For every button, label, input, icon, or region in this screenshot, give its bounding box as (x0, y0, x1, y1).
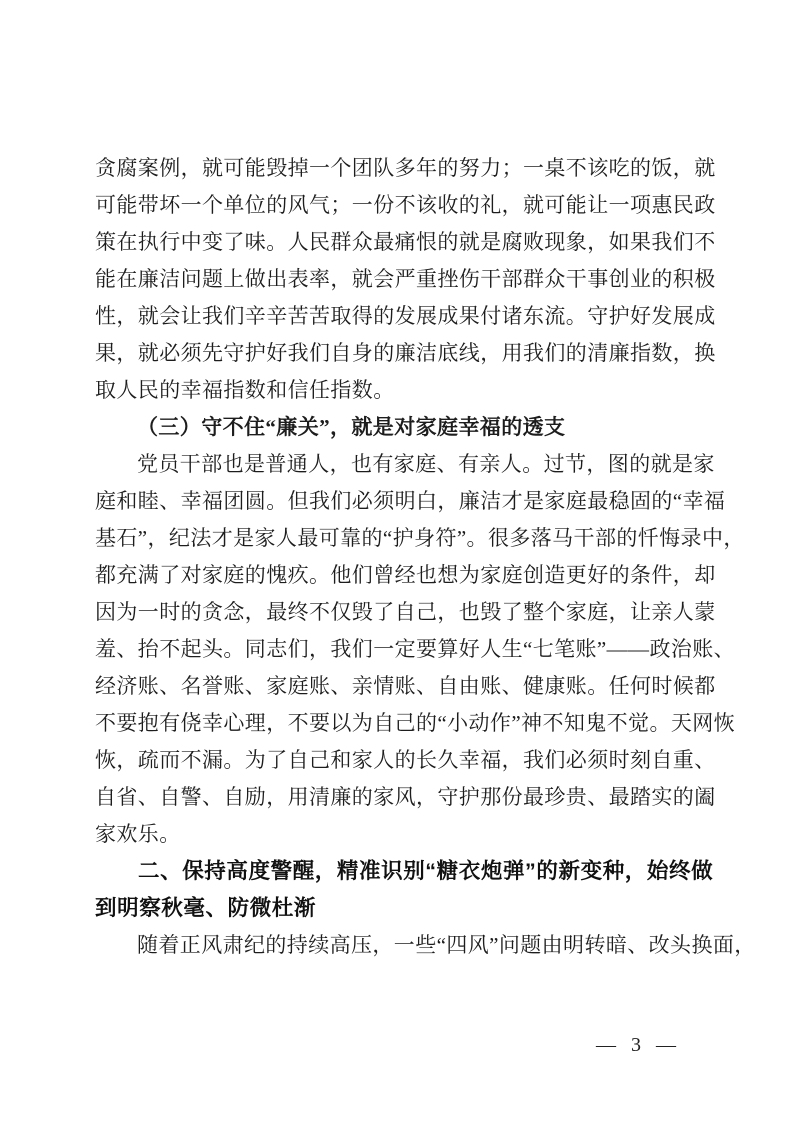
text-line: 基石”，纪法才是家人最可靠的“护身符”。很多落马干部的忏悔录中， (95, 526, 745, 550)
text-line: （三）守不住“廉关”，就是对家庭幸福的透支 (137, 415, 566, 439)
text-line: 庭和睦、幸福团圆。但我们必须明白，廉洁才是家庭最稳固的“幸福 (95, 489, 726, 513)
text-line: 自省、自警、自励，用清廉的家风，守护那份最珍贵、最踏实的阖 (95, 785, 716, 809)
page-number: — 3 — (596, 1034, 678, 1056)
text-line: 因为一时的贪念，最终不仅毁了自己，也毁了整个家庭，让亲人蒙 (95, 600, 716, 624)
text-line: 可能带坏一个单位的风气；一份不该收的礼，就可能让一项惠民政 (95, 193, 716, 217)
document-body (95, 150, 756, 964)
text-line: 到明察秋毫、防微杜渐 (95, 896, 317, 920)
text-line: 经济账、名誉账、家庭账、亲情账、自由账、健康账。任何时候都 (95, 674, 716, 698)
text-line: 不要抱有侥幸心理，不要以为自己的“小动作”神不知鬼不觉。天网恢 (95, 711, 736, 735)
text-line: 二、保持高度警醒，精准识别“糖衣炮弹”的新变种，始终做 (138, 859, 714, 883)
text-line: 家欢乐。 (95, 822, 181, 846)
text-line: 取人民的幸福指数和信任指数。 (95, 378, 395, 402)
text-line: 贪腐案例，就可能毁掉一个团队多年的努力；一桌不该吃的饭，就 (95, 156, 716, 180)
text-line: 果，就必须先守护好我们自身的廉洁底线，用我们的清廉指数，换 (95, 341, 716, 365)
text-line: 都充满了对家庭的愧疚。他们曾经也想为家庭创造更好的条件，却 (95, 563, 716, 587)
text-line: 能在廉洁问题上做出表率，就会严重挫伤干部群众干事创业的积极 (95, 267, 716, 291)
text-line: 恢，疏而不漏。为了自己和家人的长久幸福，我们必须时刻自重、 (95, 748, 716, 772)
text-line: 随着正风肃纪的持续高压，一些“四风”问题由明转暗、改头换面， (137, 933, 756, 957)
text-line: 羞、抬不起头。同志们，我们一定要算好人生“七笔账”——政治账、 (95, 637, 736, 661)
text-line: 策在执行中变了味。人民群众最痛恨的就是腐败现象，如果我们不 (95, 230, 716, 254)
text-line: 党员干部也是普通人，也有家庭、有亲人。过节，图的就是家 (137, 452, 715, 476)
text-line: 性，就会让我们辛辛苦苦取得的发展成果付诸东流。守护好发展成 (95, 304, 716, 328)
